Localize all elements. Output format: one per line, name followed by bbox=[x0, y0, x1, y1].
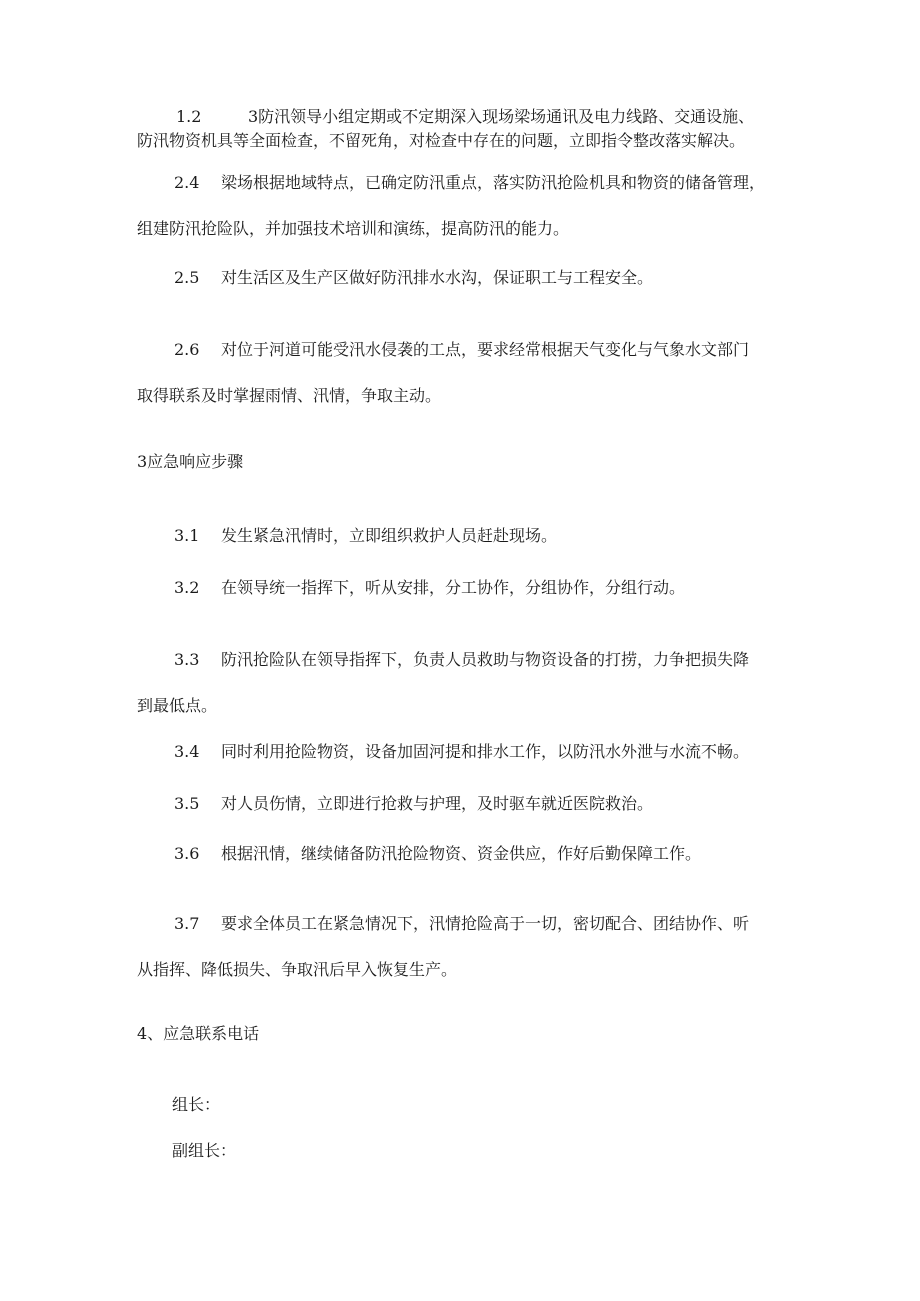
paragraph-3-3-line-2 bbox=[137, 696, 217, 716]
paragraph-3-7-line-1 bbox=[174, 914, 749, 934]
paragraph-3-7-line-2 bbox=[137, 960, 457, 980]
paragraph-number: 3.4 bbox=[174, 742, 200, 761]
paragraph-2-5-line-1 bbox=[174, 268, 653, 288]
paragraph-text: 组建防汛抢险队，并加强技术培训和演练，提高防汛的能力。 bbox=[137, 219, 570, 238]
paragraph-3-1-line-1 bbox=[174, 526, 557, 546]
paragraph-text: 对位于河道可能受汛水侵袭的工点，要求经常根据天气变化与气象水文部门 bbox=[221, 340, 750, 359]
paragraph-2-4-line-2 bbox=[137, 219, 569, 239]
paragraph-text: 要求全体员工在紧急情况下，汛情抢险高于一切，密切配合、团结协作、听 bbox=[221, 914, 750, 933]
paragraph-number: 3.6 bbox=[174, 844, 200, 863]
paragraph-text: 防汛抢险队在领导指挥下，负责人员救助与物资设备的打捞，力争把损失降 bbox=[221, 650, 750, 669]
paragraph-text: 根据汛情，继续储备防汛抢险物资、资金供应，作好后勤保障工作。 bbox=[221, 844, 702, 863]
paragraph-text: 在领导统一指挥下，听从安排，分工协作，分组协作，分组行动。 bbox=[221, 578, 686, 597]
paragraph-2-6-line-1 bbox=[174, 340, 749, 360]
contact-leader: 组长： bbox=[172, 1095, 221, 1114]
paragraph-number: 3.5 bbox=[174, 794, 200, 813]
paragraph-3-6-line-1 bbox=[174, 844, 701, 864]
paragraph-text: 到最低点。 bbox=[137, 696, 218, 715]
paragraph-text: 发生紧急汛情时，立即组织救护人员赶赴现场。 bbox=[221, 526, 558, 545]
paragraph-text: 防汛物资机具等全面检查，不留死角，对检查中存在的问题，立即指令整改落实解决。 bbox=[137, 131, 746, 150]
paragraph-number: 3.1 bbox=[174, 526, 200, 545]
paragraph-text: 取得联系及时掌握雨情、汛情，争取主动。 bbox=[137, 386, 442, 405]
heading-section-3: 3应急响应步骤 bbox=[137, 452, 244, 471]
paragraph-number: 2.4 bbox=[174, 173, 200, 192]
contact-deputy: 副组长： bbox=[172, 1141, 237, 1160]
paragraph-text: 3防汛领导小组定期或不定期深入现场梁场通讯及电力线路、交通设施、 bbox=[248, 107, 755, 126]
paragraph-text: 对人员伤情，立即进行抢救与护理，及时驱车就近医院救治。 bbox=[221, 794, 654, 813]
paragraph-3-4-line-1 bbox=[174, 742, 749, 762]
paragraph-1-2-line-2 bbox=[137, 131, 745, 151]
paragraph-2-6-line-2 bbox=[137, 386, 441, 406]
paragraph-number: 3.2 bbox=[174, 578, 200, 597]
paragraph-number: 3.7 bbox=[174, 914, 200, 933]
paragraph-2-4-line-1 bbox=[174, 173, 765, 193]
paragraph-text: 同时利用抢险物资，设备加固河提和排水工作，以防汛水外泄与水流不畅。 bbox=[221, 742, 750, 761]
paragraph-1-2-line-1 bbox=[176, 107, 754, 127]
paragraph-number: 3.3 bbox=[174, 650, 200, 669]
paragraph-number: 2.6 bbox=[174, 340, 200, 359]
paragraph-number: 2.5 bbox=[174, 268, 200, 287]
paragraph-text: 梁场根据地域特点，已确定防汛重点，落实防汛抢险机具和物资的储备管理， bbox=[221, 173, 766, 192]
heading-section-4: 4、应急联系电话 bbox=[137, 1024, 260, 1043]
paragraph-text: 从指挥、降低损失、争取汛后早入恢复生产。 bbox=[137, 960, 458, 979]
paragraph-number: 1.2 bbox=[176, 107, 202, 126]
paragraph-text: 对生活区及生产区做好防汛排水水沟，保证职工与工程安全。 bbox=[221, 268, 654, 287]
paragraph-3-2-line-1 bbox=[174, 578, 685, 598]
paragraph-3-5-line-1 bbox=[174, 794, 653, 814]
paragraph-3-3-line-1 bbox=[174, 650, 749, 670]
